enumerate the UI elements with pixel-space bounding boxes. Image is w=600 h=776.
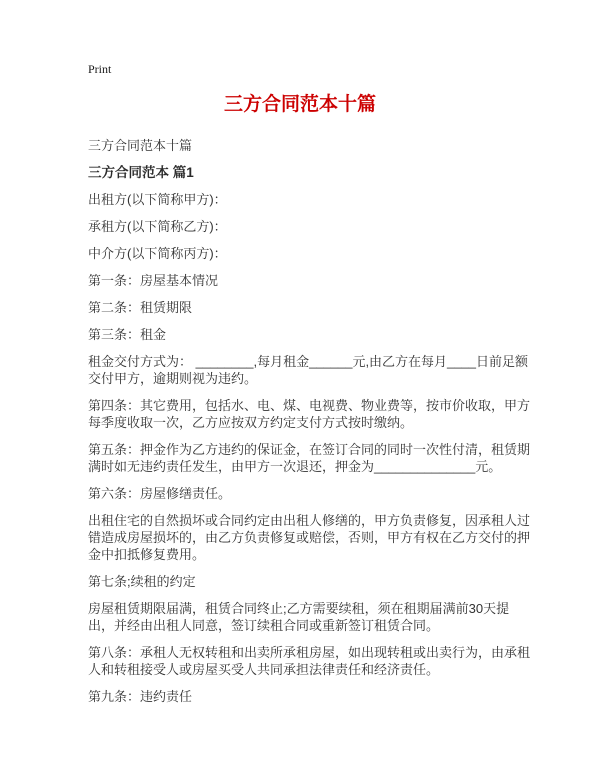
- paragraph-agent: 中介方(以下简称丙方)：: [88, 246, 227, 261]
- section-heading: 三方合同范本 篇1: [88, 165, 194, 180]
- paragraph-repair-duty: 出租住宅的自然损坏或合同约定由出租人修缮的，甲方负责修复，因承租人过错造成房屋损坏的，由乙方负责修复或赔偿，否则，甲方有权在乙方交付的押金中扣抵修复费用。: [88, 513, 531, 562]
- paragraph-article-2: 第二条：租赁期限: [88, 300, 193, 315]
- paragraph-article-4: 第四条：其它费用，包括水、电、煤、电视费、物业费等，按市价收取，甲方每季度收取一次，乙方应按双方约定支付方式按时缴纳。: [88, 398, 531, 430]
- paragraph-article-8: 第八条：承租人无权转租和出卖所承租房屋，如出现转租或出卖行为，由承租人和转租接受人或房屋买受人共同承担法律责任和经济责任。: [88, 645, 531, 677]
- paragraph-article-5: 第五条：押金作为乙方违约的保证金，在签订合同的同时一次性付清，租赁期满时如无违约责任发生，由甲方一次退还，押金为______________元。: [88, 442, 531, 474]
- paragraph-article-1: 第一条：房屋基本情况: [88, 273, 219, 288]
- paragraph-article-3: 第三条：租金: [88, 327, 167, 342]
- document-subtitle: 三方合同范本十篇: [88, 138, 193, 153]
- paragraph-article-9: 第九条：违约责任: [88, 689, 193, 704]
- document-body: [88, 137, 535, 715]
- print-link[interactable]: Print: [88, 62, 112, 76]
- paragraph-article-7: 第七条;续租的约定: [88, 574, 196, 589]
- paragraph-article-6: 第六条：房屋修缮责任。: [88, 486, 232, 501]
- paragraph-lessee: 承租方(以下简称乙方)：: [88, 219, 227, 234]
- paragraph-renewal: 房屋租赁期限届满，租赁合同终止;乙方需要续租，须在租期届满前30天提出，并经由出租人同意，签订续租合同或重新签订租赁合同。: [88, 601, 510, 633]
- paragraph-rent-payment: 租金交付方式为： ________,每月租金______元,由乙方在每月____日前足额交付甲方，逾期则视为违约。: [88, 354, 528, 386]
- paragraph-lessor: 出租方(以下简称甲方)：: [88, 192, 227, 207]
- document-title: 三方合同范本十篇: [223, 94, 376, 115]
